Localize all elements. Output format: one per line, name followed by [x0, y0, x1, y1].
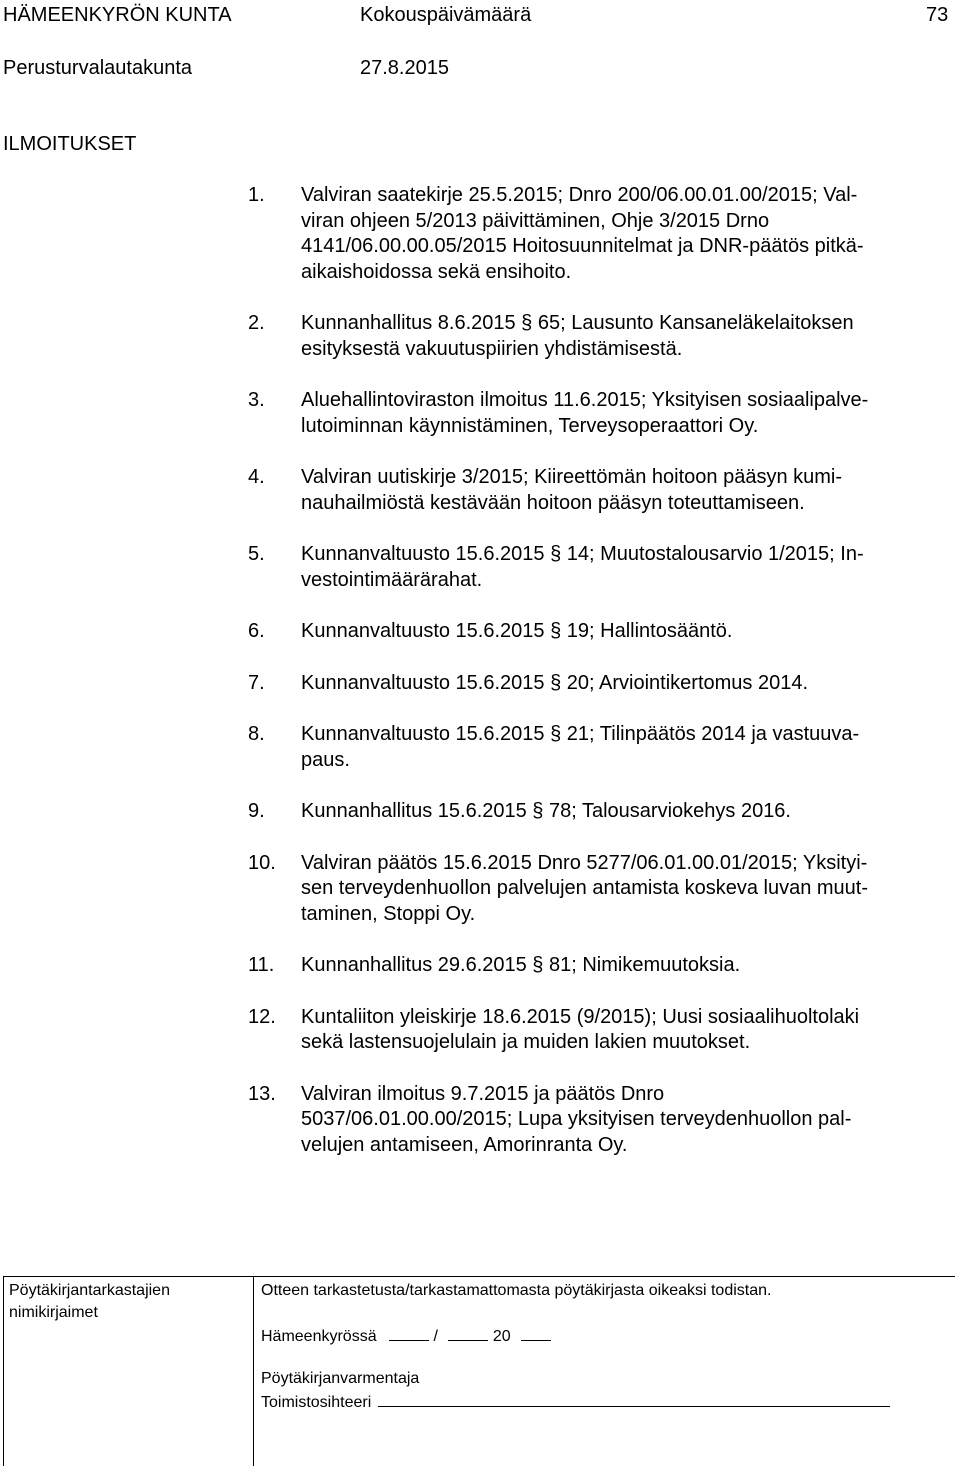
announcement-list [248, 183, 953, 1184]
item-text [301, 619, 953, 645]
item-text [301, 1005, 953, 1056]
committee-name: Perusturvalautakunta [3, 57, 193, 79]
item-text-line: viran ohjeen 5/2013 päivittäminen, Ohje 3/2015 Drno [301, 209, 770, 232]
item-text-line: Valviran ilmoitus 9.7.2015 ja päätös Dnro [301, 1082, 665, 1105]
item-text-line: Kunnanvaltuusto 15.6.2015 § 14; Muutostalousarvio 1/2015; In- [301, 543, 864, 565]
item-text-line: Valviran saatekirje 25.5.2015; Dnro 200/06.00.01.00/2015; Val- [301, 184, 858, 206]
item-text-line: paus. [301, 748, 350, 771]
inspectors-label: Pöytäkirjantarkastajien [9, 1282, 170, 1299]
item-text-line: Kunnanhallitus 15.6.2015 § 78; Talousarviokehys 2016. [301, 800, 791, 822]
list-item [248, 671, 953, 697]
list-item [248, 953, 953, 979]
footer-top-border [3, 1276, 955, 1277]
signer-title: Toimistosihteeri [261, 1394, 372, 1411]
item-number: 5. [248, 543, 265, 565]
item-text [301, 542, 953, 593]
month-blank [448, 1324, 488, 1341]
item-text-line: vestointimäärärahat. [301, 568, 483, 591]
item-number: 6. [248, 620, 265, 642]
item-text-line: Kunnanvaltuusto 15.6.2015 § 20; Arviointikertomus 2014. [301, 671, 809, 694]
place-label: Hämeenkyrössä [261, 1328, 377, 1345]
org-name: HÄMEENKYRÖN KUNTA [3, 4, 232, 26]
item-text [301, 953, 953, 979]
item-text [301, 465, 953, 516]
list-item [248, 799, 953, 825]
day-blank [389, 1324, 429, 1341]
item-number: 2. [248, 312, 265, 334]
meeting-date-label: Kokouspäivämäärä [360, 4, 532, 26]
item-text-line: Kuntaliiton yleiskirje 18.6.2015 (9/2015); Uusi sosiaalihuoltolaki [301, 1005, 860, 1028]
item-text-line: Kunnanhallitus 8.6.2015 § 65; Lausunto Kansaneläkelaitoksen [301, 312, 854, 334]
item-text-line: Kunnanvaltuusto 15.6.2015 § 19; Hallintosääntö. [301, 620, 733, 642]
item-text-line: sekä lastensuojelulain ja muiden lakien muutokset. [301, 1031, 751, 1053]
item-text-line: Kunnanvaltuusto 15.6.2015 § 21; Tilinpäätös 2014 ja vastuuva- [301, 723, 860, 745]
item-number: 8. [248, 723, 265, 745]
item-number: 4. [248, 466, 265, 488]
footer-divider [253, 1276, 254, 1466]
item-text-line: 5037/06.01.00.00/2015; Lupa yksityisen terveydenhuollon pal- [301, 1108, 852, 1130]
item-text [301, 183, 953, 285]
item-number: 10. [248, 851, 276, 874]
item-text [301, 722, 953, 773]
footer-left-border [3, 1276, 4, 1466]
item-number: 7. [248, 671, 265, 694]
item-text-line: Kunnanhallitus 29.6.2015 § 81; Nimikemuutoksia. [301, 954, 741, 976]
year-prefix: 20 [492, 1328, 511, 1345]
list-item [248, 1005, 953, 1056]
item-text [301, 388, 953, 439]
item-text-line: lutoiminnan käynnistäminen, Terveysoperaattori Oy. [301, 414, 759, 437]
date-slash: / [433, 1328, 438, 1345]
item-text [301, 311, 953, 362]
list-item [248, 542, 953, 593]
item-text-line: Valviran uutiskirje 3/2015; Kiireettömän hoitoon pääsyn kumi- [301, 466, 843, 488]
list-item [248, 1082, 953, 1159]
item-number: 11. [248, 954, 275, 976]
section-title: ILMOITUKSET [3, 133, 137, 155]
signature-line [261, 1390, 890, 1414]
item-text-line: Valviran päätös 15.6.2015 Dnro 5277/06.01.00.01/2015; Yksityi- [301, 851, 868, 874]
item-number: 3. [248, 389, 265, 411]
verifier-label: Pöytäkirjanvarmentaja [261, 1370, 420, 1387]
list-item [248, 465, 953, 516]
item-number: 13. [248, 1082, 276, 1105]
page-number: 73 [926, 4, 949, 26]
list-item [248, 851, 953, 928]
list-item [248, 388, 953, 439]
item-text-line: nauhailmiöstä kestävään hoitoon pääsyn toteuttamiseen. [301, 491, 805, 514]
item-number: 1. [248, 184, 265, 206]
item-text-line: 4141/06.00.00.05/2015 Hoitosuunnitelmat ja DNR-päätös pitkä- [301, 235, 864, 257]
item-text-line: aikaishoidossa sekä ensihoito. [301, 260, 572, 283]
item-text-line: velujen antamiseen, Amorinranta Oy. [301, 1133, 628, 1156]
item-number: 12. [248, 1005, 276, 1028]
item-text [301, 851, 953, 928]
item-text [301, 1082, 953, 1159]
year-blank [521, 1324, 551, 1341]
list-item [248, 619, 953, 645]
list-item [248, 183, 953, 285]
list-item [248, 722, 953, 773]
signature-blank [378, 1390, 890, 1407]
place-date-line [261, 1324, 551, 1348]
signature-box [3, 1276, 955, 1466]
item-text-line: Aluehallintoviraston ilmoitus 11.6.2015; Yksityisen sosiaalipalve- [301, 389, 869, 411]
item-text-line: taminen, Stoppi Oy. [301, 902, 476, 925]
item-text [301, 671, 953, 697]
list-item [248, 311, 953, 362]
item-text [301, 799, 953, 825]
meeting-date: 27.8.2015 [360, 57, 449, 79]
item-number: 9. [248, 800, 265, 822]
item-text-line: esityksestä vakuutuspiirien yhdistämisestä. [301, 337, 683, 360]
item-text-line: sen terveydenhuollon palvelujen antamista koskeva luvan muut- [301, 877, 869, 899]
certification-statement: Otteen tarkastetusta/tarkastamattomasta pöytäkirjasta oikeaksi todistan. [261, 1282, 772, 1299]
initials-label: nimikirjaimet [9, 1304, 98, 1321]
